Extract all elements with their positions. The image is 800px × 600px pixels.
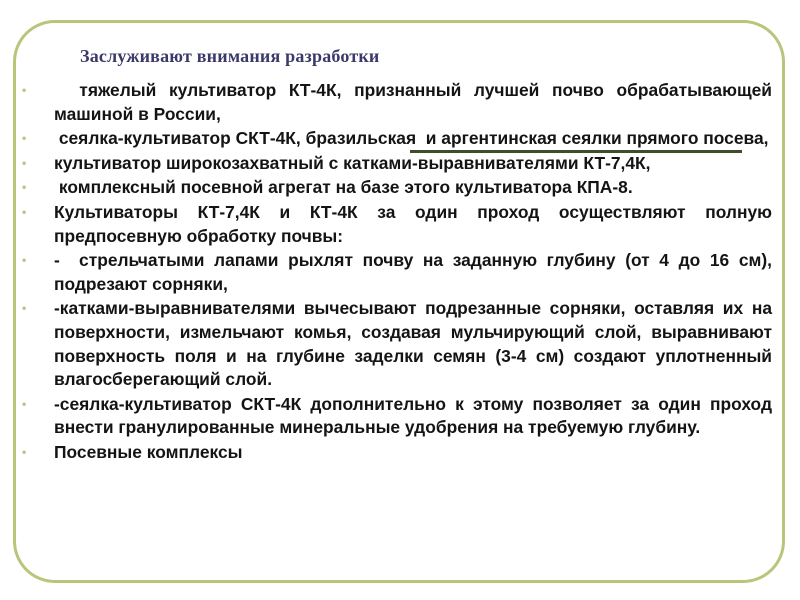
bullet-icon: •	[22, 180, 27, 195]
list-item	[20, 176, 772, 200]
underline-rule	[410, 150, 742, 153]
item-text: культиватор широкозахватный с катками-выравнивателями КТ-7,4К,	[54, 152, 651, 173]
list-item	[20, 79, 777, 126]
item-text: Культиваторы КТ-7,4К и КТ-4К за один проход осуществляют полную предпосевную обработку почвы:	[54, 201, 772, 246]
list-item	[20, 201, 772, 248]
bullet-icon: •	[22, 444, 27, 459]
item-text: - стрельчатыми лапами рыхлят почву на заданную глубину (от 4 до 16 см), подрезают сорняки,	[54, 250, 777, 294]
bullet-icon: •	[22, 204, 27, 219]
bullet-icon: •	[22, 83, 27, 97]
list-item	[20, 249, 777, 296]
bullet-icon: •	[22, 301, 27, 316]
item-text: -сеялка-культиватор СКТ-4К дополнительно к этому позволяет за один проход внести гранулированные минеральные удобрения на требуемую глубину.	[54, 393, 772, 438]
bullet-icon: •	[22, 253, 27, 268]
list-item	[20, 152, 772, 176]
list-item	[20, 297, 772, 391]
item-text: Посевные комплексы	[54, 441, 243, 462]
list-item	[20, 393, 772, 440]
bullet-icon: •	[22, 131, 27, 146]
list-item	[20, 441, 772, 465]
slide-title: Заслуживают внимания разработки	[80, 46, 380, 66]
item-text: сеялка-культиватор СКТ-4К, бразильская и аргентинская сеялки прямого посева,	[54, 128, 769, 149]
list-item	[20, 127, 772, 151]
item-text: -катками-выравнивателями вычесывают подрезанные сорняки, оставляя их на поверхности, измельчают комья, создавая мульчирующий слой, выравнивают поверхность поля и на глубине заделки семян (3-4 см) создают уплотненный влагосберегающий слой.	[54, 298, 772, 390]
bullet-icon: •	[22, 396, 27, 411]
item-text: тяжелый культиватор КТ-4К, признанный лучшей почво обрабатывающей машиной в России,	[54, 80, 777, 124]
bullet-list	[20, 79, 777, 466]
bullet-icon: •	[22, 155, 27, 170]
item-text: комплексный посевной агрегат на базе этого культиватора КПА-8.	[54, 177, 633, 198]
